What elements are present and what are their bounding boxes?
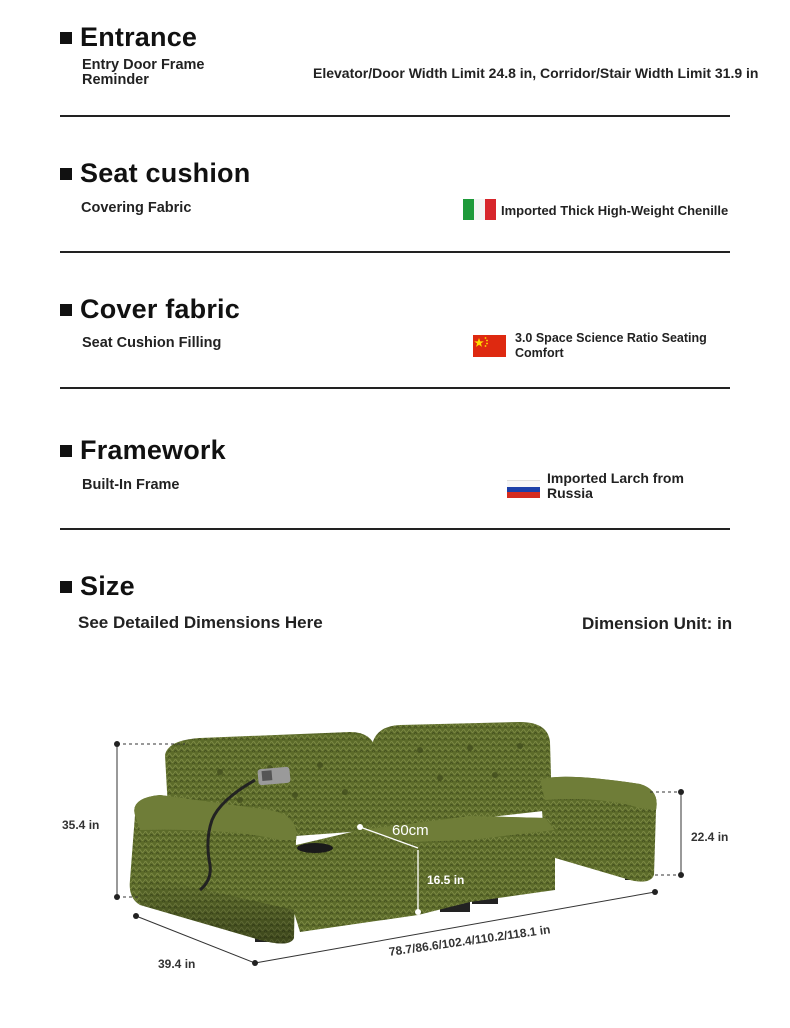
- square-bullet-icon: [60, 168, 72, 180]
- italy-flag-icon: [463, 199, 496, 220]
- section-title-text: Seat cushion: [80, 158, 251, 188]
- section-value-line: 3.0 Space Science Ratio Seating: [515, 331, 707, 345]
- section-title: [60, 22, 197, 53]
- seat-depth-label: 60cm: [392, 822, 429, 839]
- section-title-text: Entrance: [80, 22, 198, 52]
- section-label: Seat Cushion Filling: [82, 335, 222, 351]
- section-title-text: Size: [80, 571, 135, 601]
- width-label: 78.7/86.6/102.4/110.2/118.1 in: [388, 922, 552, 959]
- sofa-illustration: [0, 680, 790, 1028]
- section-title: [60, 294, 240, 325]
- section-entrance: [0, 0, 790, 118]
- section-label-line: Reminder: [82, 72, 149, 88]
- divider: [60, 251, 730, 253]
- seat-height-label: 16.5 in: [427, 873, 465, 887]
- section-label: Built-In Frame: [82, 477, 180, 493]
- divider: [60, 115, 730, 117]
- arm-height-label: 22.4 in: [691, 830, 729, 844]
- section-title-text: Framework: [80, 435, 226, 465]
- section-label: Covering Fabric: [81, 200, 192, 216]
- square-bullet-icon: [60, 304, 72, 316]
- height-total-label: 35.4 in: [62, 818, 100, 832]
- square-bullet-icon: [60, 581, 72, 593]
- section-value: Imported Thick High-Weight Chenille: [501, 203, 729, 218]
- square-bullet-icon: [60, 445, 72, 457]
- section-title: [60, 571, 135, 602]
- section-value: Elevator/Door Width Limit 24.8 in, Corridor/Stair Width Limit 31.9 in: [313, 65, 759, 81]
- section-label: See Detailed Dimensions Here: [78, 613, 323, 632]
- section-label: [82, 58, 204, 88]
- section-title-text: Cover fabric: [80, 294, 240, 324]
- china-flag-icon: [473, 335, 506, 357]
- depth-label: 39.4 in: [158, 957, 196, 971]
- square-bullet-icon: [60, 32, 72, 44]
- divider: [60, 528, 730, 530]
- section-value: Dimension Unit: in: [582, 614, 733, 633]
- section-value: [547, 471, 684, 501]
- section-title: [60, 158, 250, 189]
- section-value-line: Russia: [547, 485, 593, 501]
- section-value-line: Imported Larch from: [547, 470, 684, 486]
- divider: [60, 387, 730, 389]
- russia-flag-icon: [507, 480, 540, 498]
- section-value-line: Comfort: [515, 346, 564, 360]
- section-label-line: Entry Door Frame: [82, 57, 205, 73]
- section-title: [60, 435, 226, 466]
- section-value: [515, 331, 707, 361]
